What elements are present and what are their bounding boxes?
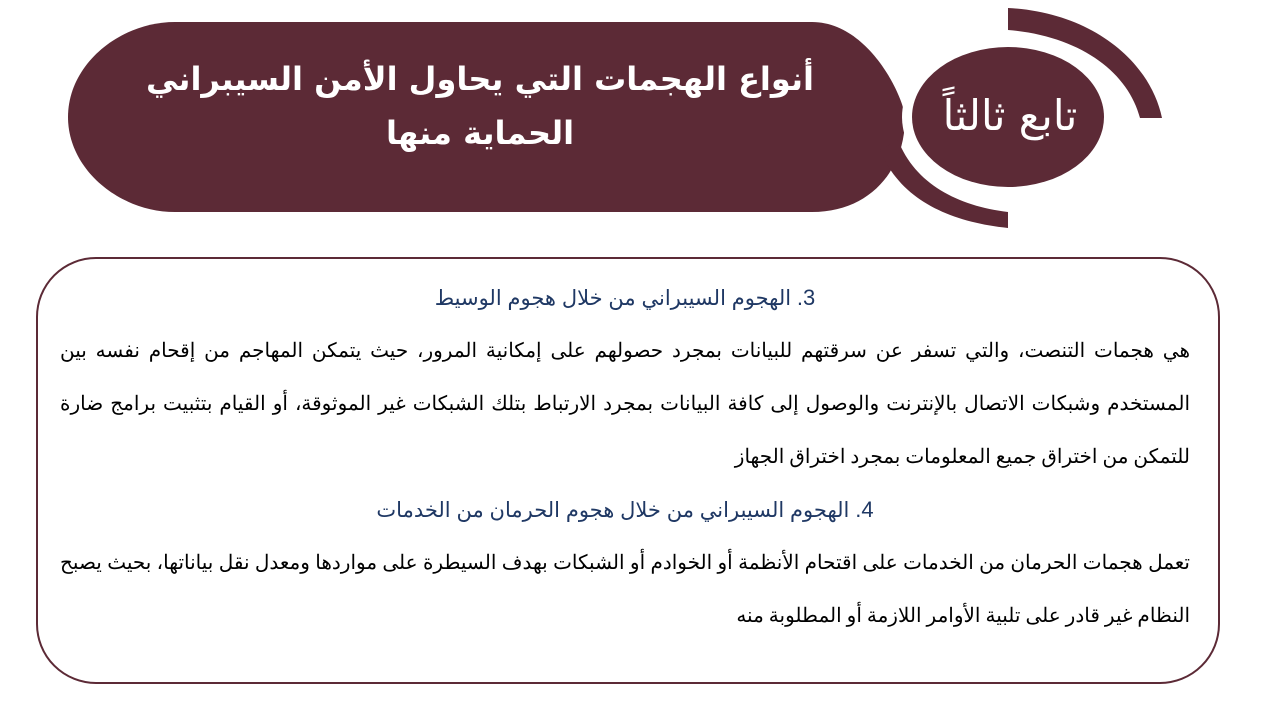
content-area [60, 272, 1190, 643]
section-number: 3. [796, 285, 816, 310]
section-heading-text: الهجوم السيبراني من خلال هجوم الحرمان من الخدمات [376, 499, 850, 522]
section-badge: تابع ثالثاً [942, 91, 1078, 140]
section-number: 4. [855, 497, 874, 522]
page-title: أنواع الهجمات التي يحاول الأمن السيبراني الحماية منها [146, 60, 814, 152]
section-body-4: تعمل هجمات الحرمان من الخدمات على اقتحام الأنظمة أو الخوادم أو الشبكات بهدف السيطرة على مواردها ومعدل نقل بياناتها، بحيث يصبح النظام غير قادر على تلبية الأوامر اللازمة أو المطلوبة منه [60, 552, 1190, 627]
section-heading-3 [60, 272, 1190, 325]
section-heading-text: الهجوم السيبراني من خلال هجوم الوسيط [434, 287, 792, 310]
section-body-3: هي هجمات التنصت، والتي تسفر عن سرقتهم للبيانات بمجرد حصولهم على إمكانية المرور، حيث يتمكن المهاجم من إقحام نفسه بين المستخدم وشبكات الاتصال بالإنترنت والوصول إلى كافة البيانات بمجرد الارتباط بتلك الشبكات غير الموثوقة، أو القيام بتثبيت برامج ضارة للتمكن من اختراق جميع المعلومات بمجرد اختراق الجهاز [60, 340, 1190, 468]
section-heading-4 [60, 484, 1190, 537]
